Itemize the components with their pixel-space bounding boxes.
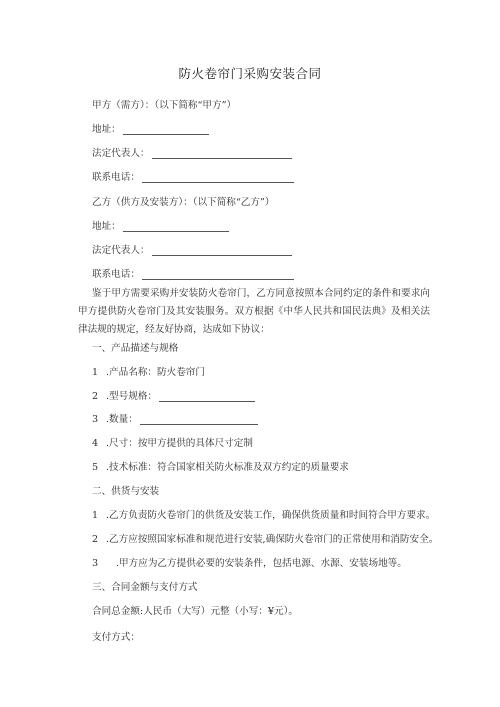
item-text: .数量：: [106, 414, 138, 425]
section-1-item: [92, 364, 205, 378]
section-2-heading: 二、供货与安装: [92, 486, 160, 497]
party-b-phone-label: 联系电话：: [92, 269, 140, 280]
party-a-phone: [92, 169, 294, 183]
party-b-address-label: 地址：: [92, 221, 121, 232]
item-number: 2: [92, 391, 99, 402]
section-1-item: [92, 388, 255, 402]
preamble-paragraph: 鉴于甲方需要采购并安装防火卷帘门，乙方同意按照本合同约定的条件和要求向甲方提供防火卷帘门及其安装服务。双方根据《中华人民共和国民法典》及相关法律法规的规定，经友好协商，达成如下协议：: [78, 288, 430, 335]
party-b-phone: [92, 266, 294, 280]
party-b-phone-blank: [142, 269, 294, 280]
model-blank: [159, 391, 255, 402]
section-2-item: [92, 531, 438, 545]
item-text: .技术标准：符合国家相关防火标准及双方约定的质量要求: [106, 462, 349, 473]
item-number: 5: [92, 462, 99, 473]
party-a-phone-blank: [142, 172, 294, 183]
document-title: 防火卷帘门采购安装合同: [178, 66, 322, 81]
party-b-address: [92, 218, 229, 232]
item-text: .乙方负责防火卷帘门的供货及安装工作，确保供货质量和时间符合甲方要求。: [106, 510, 436, 521]
party-b-rep-blank: [152, 245, 292, 256]
item-text: .型号规格：: [106, 391, 158, 402]
section-1-item: [92, 435, 253, 449]
party-a-phone-label: 联系电话：: [92, 172, 140, 183]
section-3-heading: 三、合同金额与支付方式: [92, 582, 198, 593]
section-1-heading: 一、产品描述与规格: [92, 343, 179, 354]
item-number: 4: [92, 438, 99, 449]
payment-method: 支付方式：: [92, 632, 140, 643]
party-a-header: 甲方（需方）：（以下简称“甲方”）: [92, 100, 237, 111]
party-b-address-blank: [123, 221, 229, 232]
item-number: 3: [92, 558, 99, 569]
contract-total: 合同总金额:人民币（大写）元整（小写：¥元）。: [92, 606, 299, 617]
party-b-rep-label: 法定代表人：: [92, 245, 150, 256]
item-text: .产品名称：防火卷帘门: [106, 367, 205, 378]
party-a-address: [92, 121, 209, 135]
party-a-rep-label: 法定代表人：: [92, 148, 150, 159]
item-text: .甲方应为乙方提供必要的安装条件，包括电源、水源、安装场地等。: [116, 558, 407, 569]
item-number: 3: [92, 414, 99, 425]
party-a-address-label: 地址：: [92, 124, 121, 135]
party-a-address-blank: [123, 124, 209, 135]
item-number: 2: [92, 534, 99, 545]
section-2-item: [92, 555, 407, 569]
item-text: .乙方应按照国家标准和规范进行安装,确保防火卷帘门的正常使用和消防安全。: [106, 534, 439, 545]
section-1-item: [92, 411, 258, 425]
section-2-item: [92, 507, 435, 521]
party-b-header: 乙方（供方及安装方）：（以下简称“乙方”）: [92, 197, 275, 208]
item-number: 1: [92, 367, 99, 378]
party-a-representative: [92, 145, 292, 159]
item-text: .尺寸：按甲方提供的具体尺寸定制: [106, 438, 253, 449]
section-1-item: [92, 459, 349, 473]
quantity-blank: [140, 414, 258, 425]
item-number: 1: [92, 510, 99, 521]
party-a-rep-blank: [152, 148, 292, 159]
party-b-representative: [92, 242, 292, 256]
